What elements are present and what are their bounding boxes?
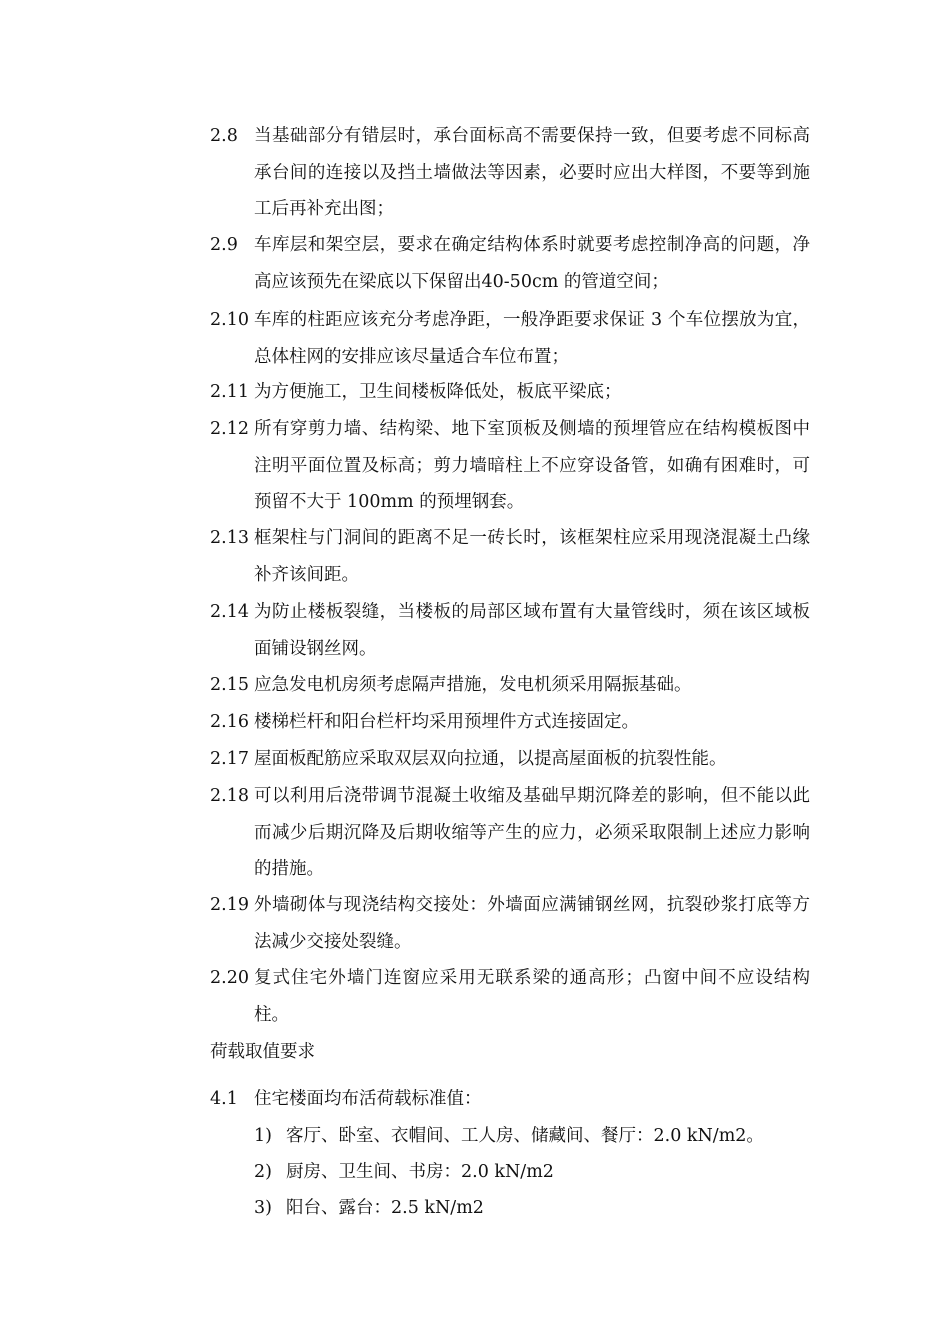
- clause-number: 2.15: [210, 675, 249, 695]
- clause-2-16: [210, 704, 810, 741]
- clause-number: 2.13: [210, 528, 249, 548]
- clause-2-8: [210, 118, 810, 228]
- clause-text: 外墙砌体与现浇结构交接处：外墙面应满铺钢丝网，抗裂砂浆打底等方法减少交接处裂缝。: [254, 895, 810, 952]
- clause-2-14: [210, 594, 810, 667]
- sub-item-number: 2): [254, 1162, 272, 1182]
- clause-number: 2.16: [210, 712, 249, 732]
- clause-2-12: [210, 411, 810, 521]
- clause-2-9: [210, 227, 810, 300]
- section-heading: 荷载取值要求: [210, 1042, 315, 1062]
- clause-2-19: [210, 887, 810, 960]
- clause-text: 框架柱与门洞间的距离不足一砖长时，该框架柱应采用现浇混凝土凸缘补齐该间距。: [254, 528, 810, 585]
- clause-number: 2.11: [210, 382, 249, 402]
- clause-text: 所有穿剪力墙、结构梁、地下室顶板及侧墙的预埋管应在结构模板图中注明平面位置及标高；剪力墙暗柱上不应穿设备管，如确有困难时，可预留不大于 100mm 的预埋钢套。: [254, 419, 810, 512]
- clause-text: 当基础部分有错层时，承台面标高不需要保持一致，但要考虑不同标高承台间的连接以及挡土墙做法等因素，必要时应出大样图，不要等到施工后再补充出图；: [254, 126, 810, 219]
- clause-number: 2.12: [210, 419, 249, 439]
- clause-2-10: [210, 302, 810, 375]
- sub-item-number: 3): [254, 1198, 272, 1218]
- sub-item: [254, 1190, 484, 1227]
- sub-item-text: 阳台、露台：2.5 kN/m2: [286, 1198, 484, 1218]
- clause-text: 为防止楼板裂缝，当楼板的局部区域布置有大量管线时，须在该区域板面铺设钢丝网。: [254, 602, 810, 659]
- sub-item-text: 客厅、卧室、衣帽间、工人房、储藏间、餐厅：2.0 kN/m2。: [286, 1126, 764, 1146]
- clause-text: 应急发电机房须考虑隔声措施，发电机须采用隔振基础。: [254, 675, 692, 695]
- clause-number: 2.20: [210, 968, 249, 988]
- clause-text: 屋面板配筋应采取双层双向拉通，以提高屋面板的抗裂性能。: [254, 749, 727, 769]
- clause-2-20: [210, 960, 810, 1033]
- clause-text: 车库层和架空层，要求在确定结构体系时就要考虑控制净高的问题，净高应该预先在梁底以下保留出40-50cm 的管道空间；: [254, 235, 810, 292]
- clause-2-18: [210, 778, 810, 888]
- clause-2-13: [210, 520, 810, 593]
- clause-number: 2.10: [210, 310, 249, 330]
- clause-number: 2.9: [210, 235, 238, 255]
- clause-text: 楼梯栏杆和阳台栏杆均采用预埋件方式连接固定。: [254, 712, 639, 732]
- clause-text: 车库的柱距应该充分考虑净距，一般净距要求保证 3 个车位摆放为宜，总体柱网的安排应该尽量适合车位布置；: [254, 310, 810, 367]
- clause-text: 可以利用后浇带调节混凝土收缩及基础早期沉降差的影响，但不能以此而减少后期沉降及后期收缩等产生的应力，必须采取限制上述应力影响的措施。: [254, 786, 810, 879]
- clause-number: 2.18: [210, 786, 249, 806]
- clause-number: 2.14: [210, 602, 249, 622]
- clause-2-17: [210, 741, 810, 778]
- clause-text: 为方便施工，卫生间楼板降低处，板底平梁底；: [254, 382, 622, 402]
- clause-4-1: [210, 1081, 810, 1118]
- clause-number: 2.17: [210, 749, 249, 769]
- clause-number: 4.1: [210, 1089, 238, 1109]
- clause-text: 复式住宅外墙门连窗应采用无联系梁的通高形；凸窗中间不应设结构柱。: [254, 968, 810, 1025]
- sub-item-text: 厨房、卫生间、书房：2.0 kN/m2: [286, 1162, 554, 1182]
- sub-item: [254, 1154, 554, 1191]
- clause-number: 2.8: [210, 126, 238, 146]
- clause-number: 2.19: [210, 895, 249, 915]
- sub-item-number: 1): [254, 1126, 272, 1146]
- clause-text: 住宅楼面均布活荷载标准值：: [254, 1089, 482, 1109]
- sub-item: [254, 1118, 764, 1155]
- clause-2-11: [210, 374, 810, 411]
- clause-2-15: [210, 667, 810, 704]
